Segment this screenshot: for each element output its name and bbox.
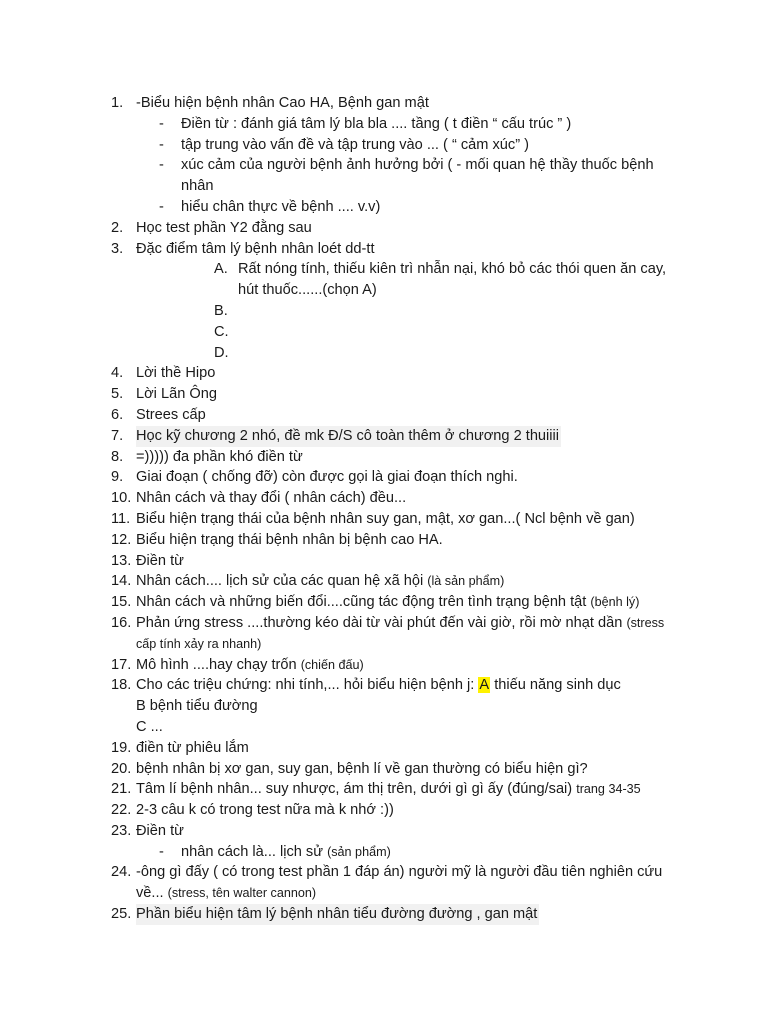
dash-bullet: - — [159, 843, 164, 860]
option-d — [0, 343, 768, 364]
item-text: =))))) đa phần khó điền từ — [136, 448, 303, 465]
item-text-wrap — [136, 613, 664, 634]
list-item-12 — [0, 530, 768, 551]
item-text: Biểu hiện trạng thái của bệnh nhân suy gan, mật, xơ gan...( Ncl bệnh về gan) — [136, 510, 635, 527]
list-item-16 — [0, 613, 768, 634]
item-number: 23. — [111, 822, 132, 839]
list-item-4 — [0, 363, 768, 384]
list-item-9 — [0, 467, 768, 488]
list-item-5 — [0, 384, 768, 405]
item-note: cấp tính xảy ra nhanh) — [136, 636, 262, 651]
sub-item-text: nhân — [181, 178, 214, 195]
item-text-wrap — [136, 592, 639, 613]
item-text: Phần biểu hiện tâm lý bệnh nhân tiểu đường đường , gan mật — [136, 904, 539, 925]
item-note: (bệnh lý) — [590, 595, 640, 610]
item-text: Điền từ — [136, 552, 184, 569]
item-number: 22. — [111, 802, 132, 819]
item-text-wrap — [136, 571, 504, 592]
item-text: -ông gì đấy ( có trong test phần 1 đáp án) người mỹ là người đầu tiên nghiên cứu — [136, 864, 663, 881]
sub-item-text: Điền từ : đánh giá tâm lý bla bla .... tầng ( t điền “ cấu trúc ” ) — [181, 115, 572, 132]
item-number: 15. — [111, 594, 132, 611]
list-item-20 — [0, 759, 768, 780]
item-number: 25. — [111, 906, 132, 923]
option-text: hút thuốc......(chọn A) — [238, 282, 377, 299]
option-c — [0, 322, 768, 343]
item-note: (stress — [626, 615, 665, 630]
sub-item-continuation — [0, 176, 768, 197]
list-item-10 — [0, 488, 768, 509]
item-text: Nhân cách và thay đổi ( nhân cách) đều... — [136, 490, 407, 507]
item-text: Giai đoạn ( chống đỡ) còn được gọi là giai đoạn thích nghi. — [136, 469, 518, 486]
item-number: 21. — [111, 781, 132, 798]
item-number: 9. — [111, 469, 124, 486]
item-number: 14. — [111, 573, 132, 590]
item-number: 4. — [111, 365, 124, 382]
item-number: 7. — [111, 427, 124, 444]
item-number: 18. — [111, 677, 132, 694]
option-letter: D. — [214, 344, 229, 361]
list-item-23 — [0, 821, 768, 842]
item-text: Biểu hiện trạng thái bệnh nhân bị bệnh cao HA. — [136, 531, 443, 548]
list-item-16-continuation — [0, 634, 768, 655]
dash-bullet: - — [159, 115, 164, 132]
item-text-wrap — [136, 883, 316, 904]
item-text: Cho các triệu chứng: nhi tính,... hỏi biểu hiện bệnh j: — [136, 677, 475, 694]
dash-bullet: - — [159, 198, 164, 215]
item-text-wrap — [136, 655, 364, 676]
sub-item-text: nhân cách là... lịch sử — [181, 843, 323, 860]
item-note: (sản phẩm) — [327, 844, 391, 859]
item-text: Phản ứng stress ....thường kéo dài từ vài phút đến vài giờ, rồi mờ nhạt dần — [136, 614, 623, 631]
item-number: 8. — [111, 448, 124, 465]
list-item-24-continuation — [0, 883, 768, 904]
option-a — [0, 259, 768, 280]
item-text-wrap — [136, 779, 641, 800]
item-text: bệnh nhân bị xơ gan, suy gan, bệnh lí về gan thường có biểu hiện gì? — [136, 760, 588, 777]
list-item-22 — [0, 800, 768, 821]
item-number: 20. — [111, 760, 132, 777]
highlighted-answer: A — [479, 677, 490, 694]
sub-item — [0, 155, 768, 176]
list-item-14 — [0, 571, 768, 592]
item-number: 16. — [111, 614, 132, 631]
list-item-18-line-2 — [0, 696, 768, 717]
option-letter: C. — [214, 323, 229, 340]
item-number: 2. — [111, 219, 124, 236]
item-text: Đặc điểm tâm lý bệnh nhân loét dd-tt — [136, 240, 375, 257]
item-number: 11. — [111, 510, 131, 527]
item-text: về... — [136, 885, 164, 902]
item-note: (chiến đấu) — [300, 657, 364, 672]
list-item-15 — [0, 592, 768, 613]
list-item-7 — [0, 426, 768, 447]
item-number: 12. — [111, 531, 132, 548]
document-page — [0, 93, 768, 925]
list-item-1 — [0, 93, 768, 114]
item-number: 17. — [111, 656, 132, 673]
sub-item-text: xúc cảm của người bệnh ảnh hưởng bởi ( - mối quan hệ thầy thuốc bệnh — [181, 157, 654, 174]
sub-item — [0, 842, 768, 863]
option-letter: B. — [214, 302, 228, 319]
item-text: Nhân cách và những biến đổi....cũng tác động trên tình trạng bệnh tật — [136, 594, 587, 611]
list-item-8 — [0, 447, 768, 468]
list-item-24 — [0, 862, 768, 883]
item-text: Strees cấp — [136, 406, 206, 423]
item-text: Mô hình ....hay chạy trốn — [136, 656, 297, 673]
item-note: trang 34-35 — [576, 782, 641, 797]
item-number: 13. — [111, 552, 132, 569]
item-number: 10. — [111, 490, 132, 507]
option-b — [0, 301, 768, 322]
list-item-6 — [0, 405, 768, 426]
option-text: Rất nóng tính, thiếu kiên trì nhẫn nại, khó bỏ các thói quen ăn cay, — [238, 261, 667, 278]
item-number: 3. — [111, 240, 124, 257]
list-item-11 — [0, 509, 768, 530]
sub-item-text-wrap — [181, 842, 391, 863]
list-item-18 — [0, 675, 768, 696]
item-text: Nhân cách.... lịch sử của các quan hệ xã hội — [136, 573, 424, 590]
item-number: 24. — [111, 864, 132, 881]
list-item-2 — [0, 218, 768, 239]
list-item-3 — [0, 239, 768, 260]
item-text: Học kỹ chương 2 nhó, đề mk Đ/S cô toàn thêm ở chương 2 thuiiii — [136, 426, 561, 447]
item-text-wrap — [136, 675, 621, 696]
option-letter: A. — [214, 261, 228, 278]
item-text: Học test phần Y2 đằng sau — [136, 219, 312, 236]
list-item-21 — [0, 779, 768, 800]
item-number: 19. — [111, 739, 132, 756]
item-text: B bệnh tiểu đường — [136, 698, 258, 715]
item-text: Lời thề Hipo — [136, 365, 216, 382]
list-item-17 — [0, 655, 768, 676]
item-number: 5. — [111, 386, 124, 403]
sub-item-text: hiểu chân thực về bệnh .... v.v) — [181, 198, 381, 215]
item-text: 2-3 câu k có trong test nữa mà k nhớ :)) — [136, 802, 394, 819]
sub-item — [0, 114, 768, 135]
item-text: Tâm lí bệnh nhân... suy nhược, ám thị trên, dưới gì gì ấy (đúng/sai) — [136, 781, 573, 798]
item-note: (là sản phẩm) — [427, 574, 505, 589]
item-number: 6. — [111, 406, 124, 423]
item-note: (stress, tên walter cannon) — [167, 886, 317, 901]
list-item-13 — [0, 551, 768, 572]
dash-bullet: - — [159, 136, 164, 153]
sub-item — [0, 197, 768, 218]
sub-item-text: tập trung vào vấn đề và tập trung vào ... ( “ cảm xúc” ) — [181, 136, 529, 153]
item-text: Điền từ — [136, 822, 184, 839]
item-text: thiếu năng sinh dục — [494, 677, 621, 694]
list-item-19 — [0, 738, 768, 759]
list-item-18-line-3 — [0, 717, 768, 738]
item-text: Lời Lãn Ông — [136, 386, 217, 403]
item-text: -Biểu hiện bệnh nhân Cao HA, Bệnh gan mật — [136, 95, 429, 111]
item-text: C ... — [136, 718, 163, 735]
sub-item — [0, 135, 768, 156]
option-a-continuation — [0, 280, 768, 301]
item-text: điền từ phiêu lắm — [136, 739, 249, 756]
dash-bullet: - — [159, 157, 164, 174]
item-number: 1. — [111, 95, 124, 111]
list-item-25 — [0, 904, 768, 925]
